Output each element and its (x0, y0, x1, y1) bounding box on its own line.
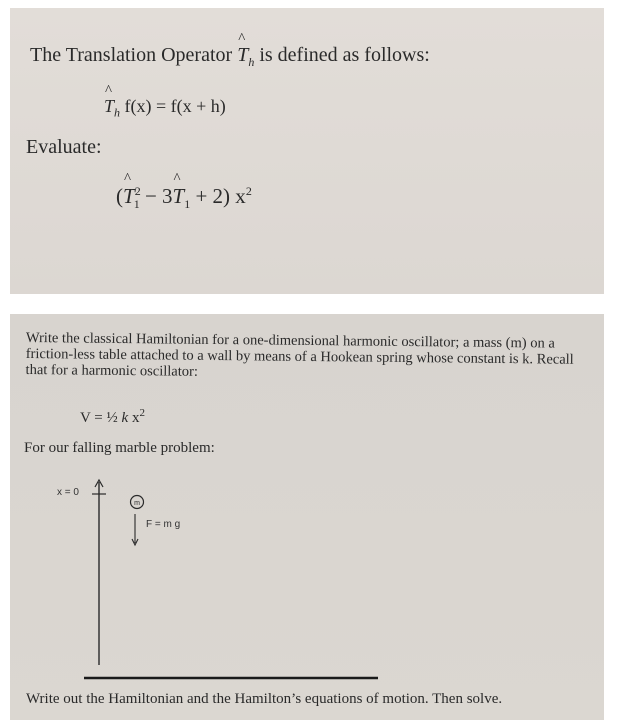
mass-label: m (134, 500, 140, 507)
evaluate-label: Evaluate: (26, 136, 102, 158)
falling-marble-diagram (10, 314, 604, 720)
final-instruction: Write out the Hamiltonian and the Hamilton’s equations of motion. Then solve. (26, 691, 503, 707)
marble-problem-intro: For our falling marble problem: (24, 440, 215, 456)
force-label: F = m g (146, 519, 181, 530)
x-zero-label: x = 0 (57, 487, 79, 498)
oscillator-question: Write the classical Hamiltonian for a one-dimensional harmonic oscillator; a mass (m) on a friction-less table attached to a wall by means of a Hookean spring whose constant is k. Recall that for a harmonic oscillator: (25, 330, 574, 380)
hamiltonian-card (10, 314, 604, 720)
translation-operator-card (10, 8, 604, 294)
operator-t1: ^ $T_1$ (172, 171, 191, 212)
potential-equation: V = ½ k $x^2$ (80, 407, 145, 426)
card1-title: The Translation Operator ^ $T_h$ is defined as follows: (30, 31, 430, 69)
operator-symbol-def: ^ $T_h$ (104, 83, 121, 120)
operator-t1-squared: ^ $T^2_1$ (123, 171, 141, 212)
expression-to-evaluate: ( ^ $T^2_1 - 3$ ^ $T_1 + 2$) $x^2$ (116, 171, 252, 212)
operator-symbol: ^ $T_h$ (237, 31, 255, 69)
operator-definition: ^ $T_h$ f(x) = f(x + h) (104, 83, 226, 120)
